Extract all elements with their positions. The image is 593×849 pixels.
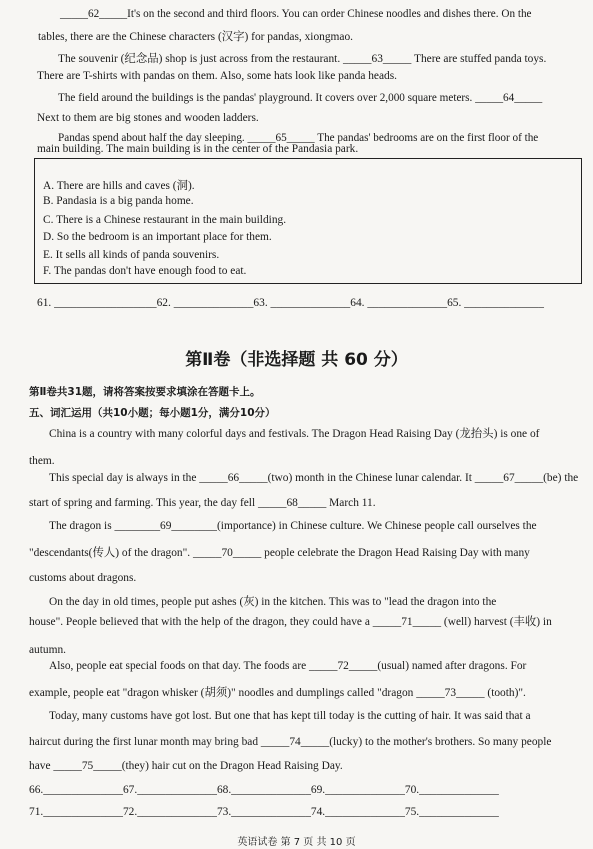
answer-row-61-65: 61. __________________62. ______________63. ______________64. ______________65. ______________: [37, 297, 544, 309]
passage-line-14: haircut during the first lunar month may bring bad _____74_____(lucky) to the mother's brothers. So many people: [29, 736, 552, 748]
option-d: D. So the bedroom is an important place for them.: [43, 231, 272, 243]
reading-p4-line2: main building. The main building is in the center of the Pandasia park.: [37, 143, 359, 155]
passage-line-3: This special day is always in the _____66_____(two) month in the Chinese lunar calendar. It _____67_____(be) the: [49, 472, 579, 484]
option-b: B. Pandasia is a big panda home.: [43, 195, 194, 207]
reading-p2-line2: There are T-shirts with pandas on them. Also, some hats look like panda heads.: [37, 70, 397, 82]
options-box: [34, 158, 582, 284]
answer-row-66-70: 66.______________67.______________68.______________69.______________70.______________: [29, 784, 499, 796]
reading-p2-line1: The souvenir (纪念品) shop is just across from the restaurant. _____63_____ There are stuffed panda toys.: [58, 53, 547, 65]
answer-row-71-75: 71.______________72.______________73.______________74.______________75.______________: [29, 806, 499, 818]
reading-p4-line1: Pandas spend about half the day sleeping. _____65_____ The pandas' bedrooms are on the first floor of the: [58, 132, 539, 144]
passage-line-11: Also, people eat special foods on that day. The foods are _____72_____(usual) named after dragons. For: [49, 660, 527, 672]
option-e: E. It sells all kinds of panda souvenirs.: [43, 249, 220, 261]
passage-line-8: On the day in old times, people put ashes (灰) in the kitchen. This was to "lead the dragon into the: [49, 596, 497, 608]
passage-line-1: China is a country with many colorful days and festivals. The Dragon Head Raising Day (龙抬头) is one of: [49, 428, 540, 440]
passage-line-13: Today, many customs have got lost. But one that has kept till today is the cutting of hair. It was said that a: [49, 710, 531, 722]
reading-p1-line1: _____62_____It's on the second and third floors. You can order Chinese noodles and dishes there. On the: [60, 8, 532, 20]
reading-p3-line2: Next to them are big stones and wooden ladders.: [37, 112, 259, 124]
reading-p3-line1: The field around the buildings is the pandas' playground. It covers over 2,000 square meters. _____64_____: [58, 92, 543, 104]
passage-line-5: The dragon is ________69________(importance) in Chinese culture. We Chinese people call ourselves the: [49, 520, 537, 532]
part5-heading: 五、词汇运用（共10小题；每小题1分，满分10分）: [29, 407, 276, 419]
passage-line-15: have _____75_____(they) hair cut on the Dragon Head Raising Day.: [29, 760, 343, 772]
option-a: A. There are hills and caves (洞).: [43, 180, 195, 192]
passage-line-7: customs about dragons.: [29, 572, 137, 584]
option-c: C. There is a Chinese restaurant in the main building.: [43, 214, 287, 226]
section-instruction: 第Ⅱ卷共31题，请将答案按要求填涂在答题卡上。: [29, 386, 261, 398]
passage-line-12: example, people eat "dragon whisker (胡须)" noodles and dumplings called "dragon _____73_____ (tooth)".: [29, 687, 526, 699]
option-f: F. The pandas don't have enough food to eat.: [43, 265, 247, 277]
page-footer: 英语试卷 第 7 页 共 10 页: [237, 837, 356, 848]
section-title: 第Ⅱ卷（非选择题 共 60 分）: [185, 350, 408, 370]
passage-line-4: start of spring and farming. This year, the day fell _____68_____ March 11.: [29, 497, 376, 509]
passage-line-6: "descendants(传人) of the dragon". _____70_____ people celebrate the Dragon Head Raising Day with many: [29, 547, 530, 559]
passage-line-2: them.: [29, 455, 55, 467]
passage-line-10: autumn.: [29, 644, 67, 656]
passage-line-9: house". People believed that with the help of the dragon, they could have a _____71_____ (well) harvest (丰收) in: [29, 616, 552, 628]
reading-p1-line2: tables, there are the Chinese characters (汉字) for pandas, xiongmao.: [38, 31, 354, 43]
